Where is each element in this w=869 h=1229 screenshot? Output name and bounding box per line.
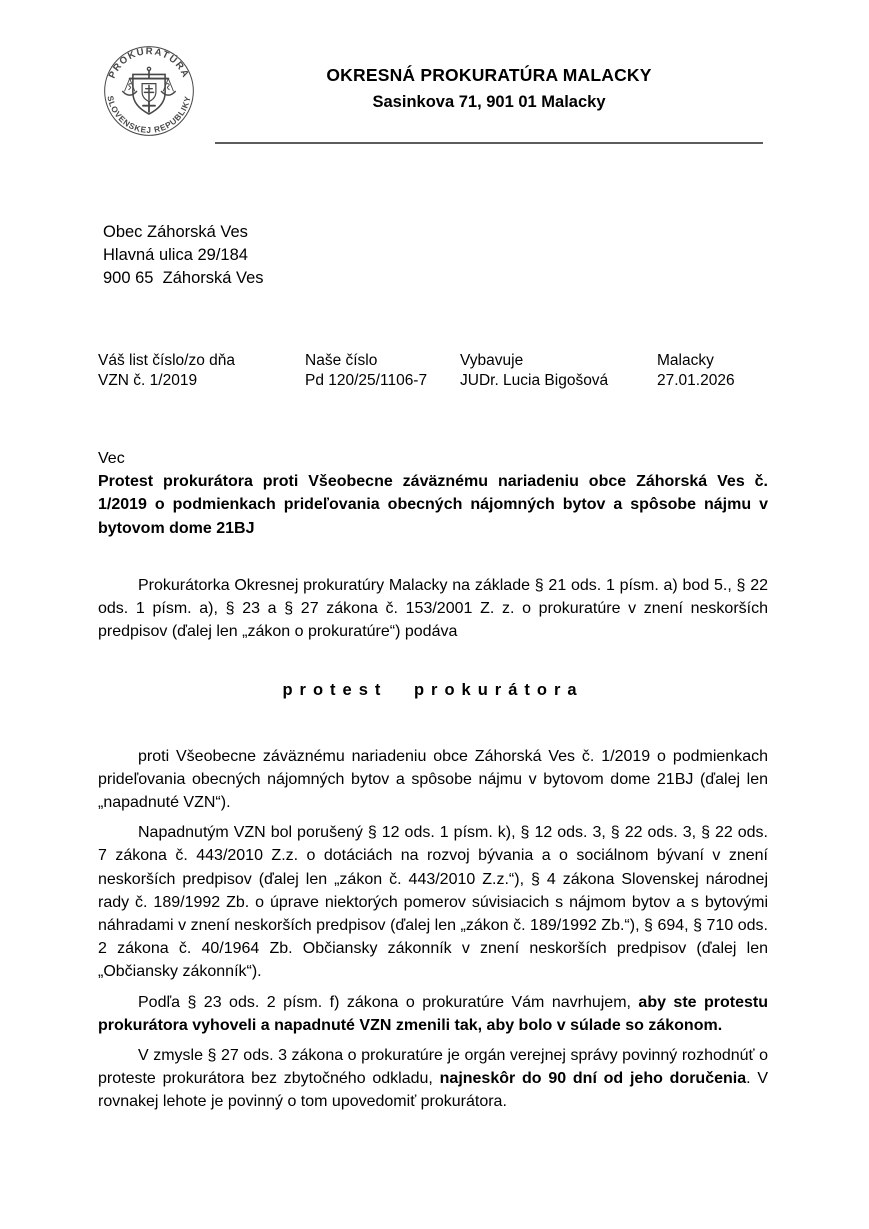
body-paragraph: Napadnutým VZN bol porušený § 12 ods. 1 písm. k), § 12 ods. 3, § 22 ods. 3, § 22 ods. 7 zákona č. 443/2010 Z.z. o dotáciách na rozvoj bývania a o sociálnom bývaní v znení neskorších predpisov (ďalej len „zákon č. 443/2010 Z.z.“), § 4 zákona Slovenskej národnej rady č. 189/1992 Zb. o úprave niektorých pomerov súvisiacich s nájmom bytov a s bytovými náhradami v znení neskorších predpisov (ďalej len „zákon č. 189/1992 Zb.“), § 694, § 710 ods. 2 zákona č. 40/1964 Zb. Občiansky zákonník v znení neskorších predpisov (ďalej len „Občiansky zákonník“). xyxy=(98,824,768,981)
ref-label: Vybavuje xyxy=(460,352,524,369)
body-paragraph: V zmysle § 27 ods. 3 zákona o prokuratúre je orgán verejnej správy povinný rozhodnúť o proteste prokurátora bez zbytočného odkladu, najneskôr do 90 dní od jeho doručenia. V rovnakej lehote je povinný o tom upovedomiť prokurátora. xyxy=(98,1047,769,1111)
ref-value: VZN č. 1/2019 xyxy=(98,371,198,389)
ref-col-your-letter xyxy=(98,351,305,390)
office-name: OKRESNÁ PROKURATÚRA MALACKY xyxy=(326,65,652,85)
subject-text: Protest prokurátora proti Všeobecne záväznému nariadeniu obce Záhorská Ves č. 1/2019 o podmienkach prideľovania obecných nájomných bytov a spôsobe nájmu v bytovom dome 21BJ xyxy=(98,473,768,537)
body-paragraph: proti Všeobecne záväznému nariadeniu obce Záhorská Ves č. 1/2019 o podmienkach prideľovania obecných nájomných bytov a spôsobe nájmu v bytovom dome 21BJ (ďalej len „napadnuté VZN“). xyxy=(98,747,768,812)
ref-value: Pd 120/25/1106-7 xyxy=(305,371,428,389)
prosecutor-seal-icon xyxy=(103,43,195,139)
ref-label: Váš list číslo/zo dňa xyxy=(98,352,235,369)
ref-label: Malacky xyxy=(657,352,714,369)
office-address: Sasinkova 71, 901 01 Malacky xyxy=(372,93,606,111)
ref-label: Naše číslo xyxy=(305,352,378,369)
recipient-line: 900 65 Záhorská Ves xyxy=(103,269,264,287)
subject-label: Vec xyxy=(98,450,125,467)
protest-heading: protest prokurátora xyxy=(282,681,584,700)
ref-col-handled-by xyxy=(460,351,657,390)
recipient-address xyxy=(103,221,264,290)
seal-ring-text-top: PROKURATÚRA xyxy=(106,46,192,81)
header-divider xyxy=(215,142,763,144)
body-paragraph: Prokurátorka Okresnej prokuratúry Malacky na základe § 21 ods. 1 písm. a) bod 5., § 22 ods. 1 písm. a), § 23 a § 27 zákona č. 153/2001 Z. z. o prokuratúre v znení neskorších predpisov (ďalej len „zákon o prokuratúre“) podáva xyxy=(98,576,768,641)
letterhead xyxy=(215,62,763,116)
recipient-line: Obec Záhorská Ves xyxy=(103,223,248,241)
body-paragraph: Podľa § 23 ods. 2 písm. f) zákona o prokuratúre Vám navrhujem, aby ste protestu prokurátora vyhoveli a napadnuté VZN zmenili tak, aby bolo v súlade so zákonom. xyxy=(98,993,768,1034)
reference-block xyxy=(98,351,798,390)
ref-value: 27.01.2026 xyxy=(657,371,735,389)
ref-value: JUDr. Lucia Bigošová xyxy=(460,371,609,389)
ref-col-place-date xyxy=(657,351,798,390)
ref-col-our-number xyxy=(305,351,460,390)
letter-body xyxy=(98,447,768,1121)
recipient-line: Hlavná ulica 29/184 xyxy=(103,246,248,264)
seal-ring-text-bottom: SLOVENSKEJ REPUBLIKY xyxy=(105,94,193,135)
